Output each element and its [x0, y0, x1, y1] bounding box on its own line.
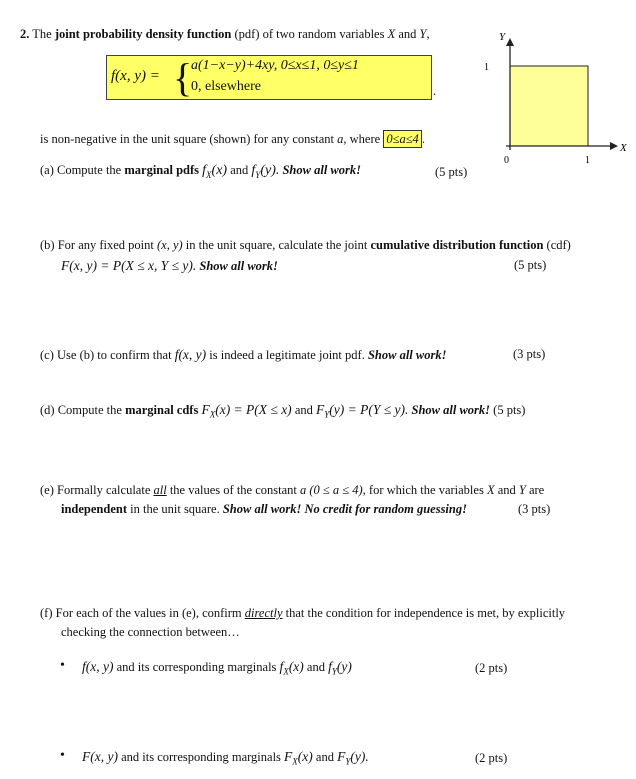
part-d-expr1: $F_X(x) = P(X \le x)$ — [201, 402, 292, 420]
intro-and: and — [395, 27, 420, 41]
part-b-points: (5 pts) — [514, 258, 547, 272]
pdf-trail: . — [433, 84, 437, 98]
part-e-bold: independent — [61, 502, 127, 516]
part-f-directly: directly — [244, 606, 283, 620]
part-a-show: Show all work! — [282, 163, 361, 177]
part-c-points: (3 pts) — [513, 347, 546, 361]
nonneg-trail: . — [421, 132, 425, 146]
unit-square-graph — [480, 28, 636, 173]
part-e-line2: independent in the unit square. Show all work! No credit for random guessing! — [61, 502, 467, 516]
part-e-line1: (e) Formally calculate all the values of the constant a (0 ≤ a ≤ 4), for which the variables X and Y are — [40, 483, 545, 497]
problem-intro — [20, 27, 430, 42]
part-b-point: (x, y) — [157, 238, 183, 252]
part-d-points: (5 pts) — [493, 403, 526, 417]
part-c: (c) Use (b) to confirm that f(x, y) is indeed a legitimate joint pdf. Show all work! — [40, 347, 447, 362]
part-b-cdf-expr: F(x, y) = P(X ≤ x, Y ≤ y). — [61, 258, 197, 273]
part-d: (d) Compute the marginal cdfs $F_X(x) = P(X \le x)$ and $F_Y(y) = P(Y \le y)$. Show all work! (5 pts) — [40, 402, 526, 420]
part-d-bold: marginal cdfs — [125, 403, 199, 417]
part-f-bullet-1: f(x, y) and its corresponding marginals $f_X(x)$ and $f_Y(y)$ — [82, 659, 352, 677]
part-a-points: (5 pts) — [435, 165, 468, 179]
var-x: X — [387, 27, 396, 41]
pdf-case-2: 0, elsewhere — [191, 79, 261, 94]
nonneg-a: a — [337, 132, 344, 146]
part-f-bullet-2-points: (2 pts) — [475, 751, 508, 765]
part-a-expr1: $f_X(x)$ — [202, 163, 228, 180]
part-c-show: Show all work! — [367, 348, 447, 362]
part-b-show: Show all work! — [199, 259, 278, 273]
part-f-bullet-1-points: (2 pts) — [475, 661, 508, 675]
pdf-definition-box — [106, 55, 432, 100]
x-axis-label: X — [620, 142, 627, 154]
intro-text: The — [32, 27, 55, 41]
part-d-show: Show all work! — [411, 403, 491, 417]
unit-square — [510, 66, 588, 146]
origin-label: 0 — [504, 155, 509, 166]
brace-symbol: { — [173, 55, 193, 100]
part-b-line2 — [61, 258, 278, 274]
part-a-and: and — [227, 163, 252, 177]
part-b-line1: (b) For any fixed point (x, y) in the unit square, calculate the joint cumulative distribution function (cdf) — [40, 238, 571, 252]
part-f-line1: (f) For each of the values in (e), confirm directly that the condition for independence is met, by explicitly — [40, 606, 566, 620]
y-tick-label: 1 — [484, 62, 489, 73]
part-c-expr: f(x, y) — [174, 347, 207, 362]
part-f-line2: checking the connection between… — [61, 625, 240, 639]
part-a — [40, 163, 361, 180]
pdf-lhs: f(x, y) = — [111, 68, 160, 84]
nonneg-where: , where — [343, 132, 384, 146]
y-axis-arrow — [506, 38, 514, 46]
y-axis-label: Y — [499, 31, 506, 43]
part-d-expr2: $F_Y(y) = P(Y \le y)$. — [316, 402, 409, 420]
part-b-bold: cumulative distribution function — [370, 238, 544, 252]
intro-comma: , — [426, 27, 430, 41]
part-e-points: (3 pts) — [518, 502, 551, 516]
part-a-bold: marginal pdfs — [124, 163, 200, 177]
nonneg-range-highlight: 0≤a≤4 — [383, 130, 421, 148]
bullet-2: • — [60, 748, 65, 763]
intro-text-2: (pdf) of two random variables — [231, 27, 388, 41]
pdf-case-1: a(1−x−y)+4xy, 0≤x≤1, 0≤y≤1 — [191, 58, 359, 73]
part-e-range: (0 ≤ a ≤ 4) — [306, 483, 363, 497]
nonneg-text: is non-negative in the unit square (shown) for any constant — [40, 132, 338, 146]
x-axis-arrow — [610, 142, 618, 150]
x-tick-label: 1 — [585, 155, 590, 166]
problem-number: 2. — [20, 27, 30, 41]
part-e-all: all — [153, 483, 167, 497]
part-a-expr2: $f_Y(y)$. — [251, 163, 280, 180]
part-f-bullet-2: F(x, y) and its corresponding marginals $F_X(x)$ and $F_Y(y)$. — [82, 749, 369, 767]
part-e-show: Show all work! No credit for random guessing! — [222, 502, 467, 516]
nonneg-line — [40, 130, 425, 148]
bullet-1: • — [60, 658, 65, 673]
var-y: Y — [419, 27, 427, 41]
part-a-label: (a) Compute the — [40, 163, 125, 177]
intro-bold: joint probability density function — [54, 27, 232, 41]
